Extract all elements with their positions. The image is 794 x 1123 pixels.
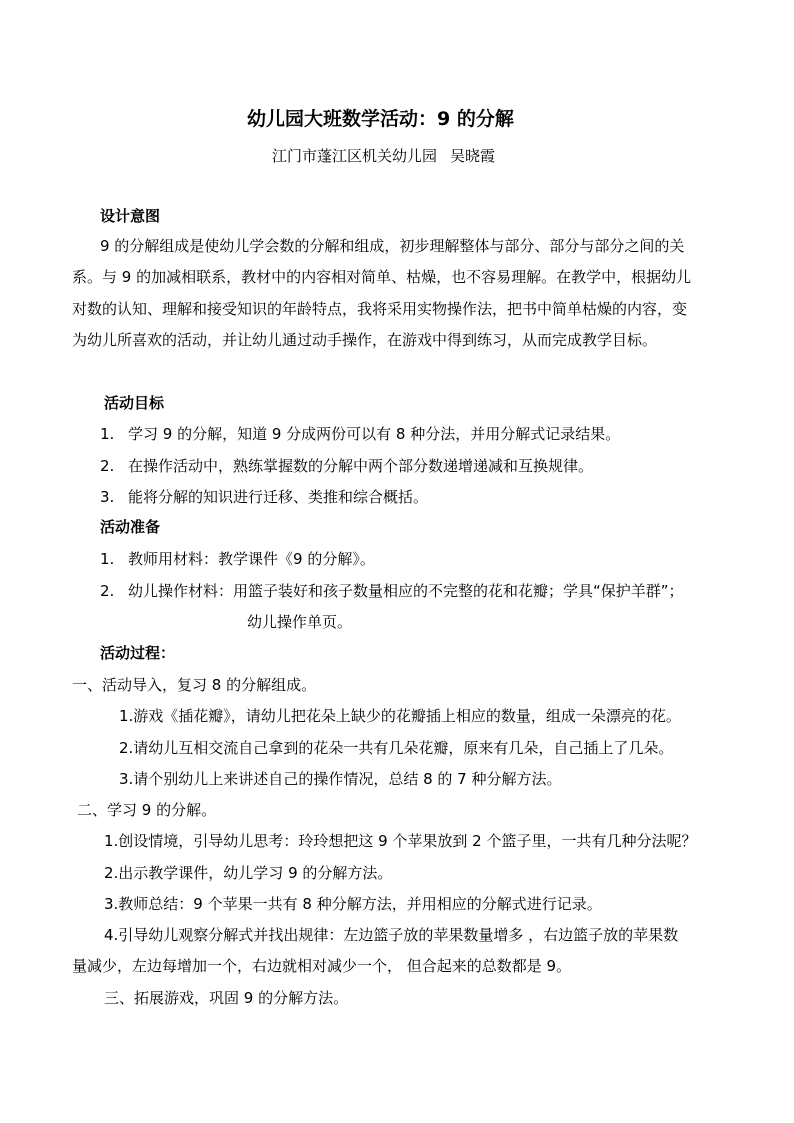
design-intent-line: 9 的分解组成是使幼儿学会数的分解和组成，初步理解整体与部分、部分与部分之间的关 (100, 237, 685, 255)
author-name: 吴晓霞 (450, 147, 496, 165)
preparation-text: 幼儿操作材料：用篮子装好和孩子数量相应的不完整的花和花瓣；学具“保护羊群”； (128, 582, 684, 600)
process-line: 1.创设情境，引导幼儿思考：玲玲想把这 9 个苹果放到 2 个篮子里，一共有几种分法呢？ (104, 832, 697, 850)
goals-heading: 活动目标 (104, 394, 165, 412)
process-heading: 活动过程： (100, 644, 176, 662)
process-line: 一、活动导入，复习 8 的分解组成。 (72, 676, 317, 694)
process-line: 2.出示教学课件，幼儿学习 9 的分解方法。 (104, 864, 393, 882)
preparation-continuation: 幼儿操作单页。 (247, 613, 353, 631)
goal-text: 学习 9 的分解，知道 9 分成两份可以有 8 种分法，并用分解式记录结果。 (128, 425, 621, 443)
design-intent-line: 为幼儿所喜欢的活动，并让幼儿通过动手操作，在游戏中得到练习，从而完成教学目标。 (72, 331, 658, 349)
goal-number: 3. (100, 488, 115, 506)
process-line: 2.请幼儿互相交流自己拿到的花朵一共有几朵花瓣，原来有几朵，自己插上了几朵。 (119, 739, 674, 757)
preparation-number: 2. (100, 582, 115, 600)
process-line: 3.请个别幼儿上来讲述自己的操作情况，总结 8 的 7 种分解方法。 (119, 770, 562, 788)
design-intent-line: 系。与 9 的加减相联系，教材中的内容相对简单、枯燥，也不容易理解。在教学中，根据幼儿 (72, 268, 692, 286)
goal-text: 在操作活动中，熟练掌握数的分解中两个部分数递增递减和互换规律。 (128, 457, 594, 475)
process-line: 三、拓展游戏，巩固 9 的分解方法。 (104, 989, 349, 1007)
goal-number: 1. (100, 425, 115, 443)
process-line: 3.教师总结：9 个苹果一共有 8 种分解方法，并用相应的分解式进行记录。 (104, 895, 602, 913)
goal-number: 2. (100, 457, 115, 475)
preparation-heading: 活动准备 (100, 518, 161, 536)
process-line: 量减少，左边每增加一个，右边就相对减少一个， 但合起来的总数都是 9。 (72, 957, 572, 975)
page-title: 幼儿园大班数学活动：9 的分解 (247, 108, 514, 130)
design-intent-line: 对数的认知、理解和接受知识的年龄特点，我将采用实物操作法，把书中简单枯燥的内容，变 (72, 300, 688, 318)
process-line: 4.引导幼儿观察分解式并找出规律：左边篮子放的苹果数量增多 ，右边篮子放的苹果数 (104, 926, 679, 944)
preparation-text: 教师用材料：教学课件《9 的分解》。 (128, 550, 375, 568)
process-line: 二、学习 9 的分解。 (77, 801, 217, 819)
preparation-number: 1. (100, 550, 115, 568)
school-name: 江门市蓬江区机关幼儿园 (272, 147, 438, 165)
process-line: 1.游戏《插花瓣》，请幼儿把花朵上缺少的花瓣插上相应的数量，组成一朵漂亮的花。 (119, 707, 681, 725)
goal-text: 能将分解的知识进行迁移、类推和综合概括。 (128, 488, 429, 506)
design-intent-heading: 设计意图 (100, 207, 161, 225)
